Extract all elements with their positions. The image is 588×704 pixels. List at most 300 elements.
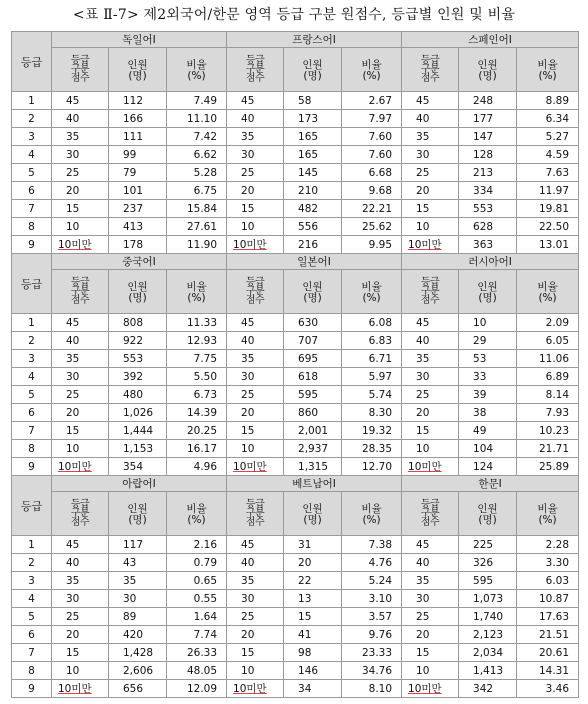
score-cell: 25 bbox=[52, 386, 109, 404]
score-cell: 10 bbox=[52, 662, 109, 680]
score-cell: 45 bbox=[227, 92, 284, 110]
ratio-cell: 6.34 bbox=[517, 110, 579, 128]
table-row bbox=[12, 662, 579, 680]
count-cell: 2,001 bbox=[284, 422, 342, 440]
score-cell: 10미만 bbox=[227, 236, 284, 254]
score-cell: 40 bbox=[52, 332, 109, 350]
grade-cell: 4 bbox=[12, 368, 52, 386]
count-cell: 34 bbox=[284, 680, 342, 698]
score-cell: 45 bbox=[227, 536, 284, 554]
ratio-cell: 0.55 bbox=[167, 590, 227, 608]
column-header-row bbox=[12, 270, 579, 314]
count-cell: 112 bbox=[109, 92, 167, 110]
score-cell: 10 bbox=[227, 662, 284, 680]
score-cell: 20 bbox=[227, 626, 284, 644]
grade-header: 등급 bbox=[12, 32, 52, 92]
table-row bbox=[12, 590, 579, 608]
column-header-count: 인원 (명) bbox=[284, 492, 342, 536]
score-cell: 30 bbox=[227, 368, 284, 386]
count-cell: 413 bbox=[109, 218, 167, 236]
table-title: <표 Ⅱ-7> 제2외국어/한문 영역 등급 구분 원점수, 등급별 인원 및 비율 bbox=[72, 7, 516, 23]
language-header-row bbox=[12, 254, 579, 270]
score-cell: 35 bbox=[402, 350, 459, 368]
ratio-cell: 7.60 bbox=[342, 146, 402, 164]
score-cell: 25 bbox=[402, 164, 459, 182]
table-row bbox=[12, 536, 579, 554]
count-cell: 33 bbox=[459, 368, 517, 386]
score-cell: 15 bbox=[227, 422, 284, 440]
count-cell: 1,153 bbox=[109, 440, 167, 458]
count-cell: 29 bbox=[459, 332, 517, 350]
score-cell: 25 bbox=[227, 608, 284, 626]
ratio-cell: 12.70 bbox=[342, 458, 402, 476]
language-header: 독일어Ⅰ bbox=[52, 32, 227, 48]
grade-cell: 1 bbox=[12, 314, 52, 332]
score-cell: 40 bbox=[52, 554, 109, 572]
language-header: 스페인어Ⅰ bbox=[402, 32, 579, 48]
ratio-cell: 28.35 bbox=[342, 440, 402, 458]
score-cell: 35 bbox=[227, 128, 284, 146]
count-cell: 1,315 bbox=[284, 458, 342, 476]
grade-cell: 4 bbox=[12, 590, 52, 608]
column-header-row bbox=[12, 48, 579, 92]
score-cell: 35 bbox=[227, 350, 284, 368]
ratio-cell: 25.62 bbox=[342, 218, 402, 236]
language-header: 중국어Ⅰ bbox=[52, 254, 227, 270]
ratio-cell: 27.61 bbox=[167, 218, 227, 236]
count-cell: 39 bbox=[459, 386, 517, 404]
table-row bbox=[12, 236, 579, 254]
table-row bbox=[12, 332, 579, 350]
count-cell: 58 bbox=[284, 92, 342, 110]
score-cell: 10미만 bbox=[227, 680, 284, 698]
grade-cell: 8 bbox=[12, 662, 52, 680]
count-cell: 20 bbox=[284, 554, 342, 572]
count-cell: 49 bbox=[459, 422, 517, 440]
ratio-cell: 5.28 bbox=[167, 164, 227, 182]
column-header-ratio: 비율 (%) bbox=[517, 492, 579, 536]
ratio-cell: 34.76 bbox=[342, 662, 402, 680]
count-cell: 334 bbox=[459, 182, 517, 200]
count-cell: 98 bbox=[284, 644, 342, 662]
column-header-score: 등급 구분 점수 bbox=[402, 492, 459, 536]
table-row bbox=[12, 200, 579, 218]
count-cell: 173 bbox=[284, 110, 342, 128]
count-cell: 630 bbox=[284, 314, 342, 332]
table-row bbox=[12, 554, 579, 572]
ratio-cell: 6.75 bbox=[167, 182, 227, 200]
table-row bbox=[12, 368, 579, 386]
score-cell: 15 bbox=[227, 200, 284, 218]
count-cell: 480 bbox=[109, 386, 167, 404]
column-header-score: 등급 구분 점수 bbox=[227, 48, 284, 92]
language-header: 일본어Ⅰ bbox=[227, 254, 402, 270]
count-cell: 111 bbox=[109, 128, 167, 146]
grade-cell: 5 bbox=[12, 386, 52, 404]
ratio-cell: 5.97 bbox=[342, 368, 402, 386]
ratio-cell: 5.74 bbox=[342, 386, 402, 404]
score-cell: 40 bbox=[227, 332, 284, 350]
score-cell: 30 bbox=[52, 146, 109, 164]
score-cell: 10미만 bbox=[402, 680, 459, 698]
language-header: 프랑스어Ⅰ bbox=[227, 32, 402, 48]
ratio-cell: 6.08 bbox=[342, 314, 402, 332]
count-cell: 1,740 bbox=[459, 608, 517, 626]
count-cell: 556 bbox=[284, 218, 342, 236]
ratio-cell: 7.38 bbox=[342, 536, 402, 554]
ratio-cell: 6.03 bbox=[517, 572, 579, 590]
ratio-cell: 20.61 bbox=[517, 644, 579, 662]
score-cell: 45 bbox=[52, 92, 109, 110]
table-row bbox=[12, 572, 579, 590]
language-header: 러시아어Ⅰ bbox=[402, 254, 579, 270]
ratio-cell: 7.93 bbox=[517, 404, 579, 422]
ratio-cell: 7.42 bbox=[167, 128, 227, 146]
ratio-cell: 3.57 bbox=[342, 608, 402, 626]
ratio-cell: 21.71 bbox=[517, 440, 579, 458]
count-cell: 177 bbox=[459, 110, 517, 128]
score-cell: 45 bbox=[52, 314, 109, 332]
ratio-cell: 9.68 bbox=[342, 182, 402, 200]
grade-cell: 9 bbox=[12, 458, 52, 476]
column-header-score: 등급 구분 점수 bbox=[52, 48, 109, 92]
grade-cell: 1 bbox=[12, 92, 52, 110]
score-cell: 20 bbox=[52, 626, 109, 644]
ratio-cell: 7.74 bbox=[167, 626, 227, 644]
language-header: 아랍어Ⅰ bbox=[52, 476, 227, 492]
table-row bbox=[12, 164, 579, 182]
score-cell: 25 bbox=[402, 386, 459, 404]
count-cell: 79 bbox=[109, 164, 167, 182]
score-cell: 25 bbox=[402, 608, 459, 626]
grade-cell: 2 bbox=[12, 110, 52, 128]
ratio-cell: 6.83 bbox=[342, 332, 402, 350]
count-cell: 213 bbox=[459, 164, 517, 182]
grade-cell: 6 bbox=[12, 404, 52, 422]
count-cell: 38 bbox=[459, 404, 517, 422]
count-cell: 342 bbox=[459, 680, 517, 698]
score-cell: 40 bbox=[227, 554, 284, 572]
count-cell: 248 bbox=[459, 92, 517, 110]
ratio-cell: 2.16 bbox=[167, 536, 227, 554]
count-cell: 124 bbox=[459, 458, 517, 476]
score-cell: 15 bbox=[402, 422, 459, 440]
score-cell: 10미만 bbox=[52, 458, 109, 476]
count-cell: 10 bbox=[459, 314, 517, 332]
table-row bbox=[12, 608, 579, 626]
count-cell: 13 bbox=[284, 590, 342, 608]
count-cell: 146 bbox=[284, 662, 342, 680]
count-cell: 31 bbox=[284, 536, 342, 554]
score-cell: 40 bbox=[402, 110, 459, 128]
ratio-cell: 1.64 bbox=[167, 608, 227, 626]
column-header-count: 인원 (명) bbox=[459, 48, 517, 92]
score-cell: 15 bbox=[52, 644, 109, 662]
score-cell: 10미만 bbox=[52, 680, 109, 698]
ratio-cell: 0.65 bbox=[167, 572, 227, 590]
column-header-ratio: 비율 (%) bbox=[517, 270, 579, 314]
ratio-cell: 8.10 bbox=[342, 680, 402, 698]
score-cell: 20 bbox=[402, 626, 459, 644]
count-cell: 922 bbox=[109, 332, 167, 350]
count-cell: 104 bbox=[459, 440, 517, 458]
count-cell: 595 bbox=[459, 572, 517, 590]
count-cell: 553 bbox=[459, 200, 517, 218]
count-cell: 2,034 bbox=[459, 644, 517, 662]
ratio-cell: 0.79 bbox=[167, 554, 227, 572]
ratio-cell: 26.33 bbox=[167, 644, 227, 662]
grade-cell: 7 bbox=[12, 644, 52, 662]
count-cell: 1,413 bbox=[459, 662, 517, 680]
score-cell: 20 bbox=[52, 182, 109, 200]
column-header-count: 인원 (명) bbox=[109, 270, 167, 314]
ratio-cell: 11.33 bbox=[167, 314, 227, 332]
ratio-cell: 7.60 bbox=[342, 128, 402, 146]
ratio-cell: 11.97 bbox=[517, 182, 579, 200]
ratio-cell: 3.10 bbox=[342, 590, 402, 608]
ratio-cell: 2.67 bbox=[342, 92, 402, 110]
score-cell: 10미만 bbox=[402, 236, 459, 254]
grade-score-table bbox=[11, 31, 579, 698]
column-header-count: 인원 (명) bbox=[284, 270, 342, 314]
score-cell: 15 bbox=[52, 200, 109, 218]
grade-cell: 9 bbox=[12, 236, 52, 254]
ratio-cell: 12.09 bbox=[167, 680, 227, 698]
score-cell: 35 bbox=[402, 128, 459, 146]
ratio-cell: 11.06 bbox=[517, 350, 579, 368]
ratio-cell: 11.10 bbox=[167, 110, 227, 128]
ratio-cell: 5.50 bbox=[167, 368, 227, 386]
score-cell: 10미만 bbox=[52, 236, 109, 254]
score-cell: 45 bbox=[227, 314, 284, 332]
column-header-count: 인원 (명) bbox=[459, 270, 517, 314]
score-cell: 15 bbox=[402, 644, 459, 662]
count-cell: 482 bbox=[284, 200, 342, 218]
score-cell: 45 bbox=[402, 536, 459, 554]
count-cell: 216 bbox=[284, 236, 342, 254]
ratio-cell: 7.97 bbox=[342, 110, 402, 128]
ratio-cell: 4.59 bbox=[517, 146, 579, 164]
score-cell: 10 bbox=[52, 218, 109, 236]
table-row bbox=[12, 422, 579, 440]
ratio-cell: 9.95 bbox=[342, 236, 402, 254]
ratio-cell: 7.63 bbox=[517, 164, 579, 182]
count-cell: 225 bbox=[459, 536, 517, 554]
score-cell: 40 bbox=[402, 332, 459, 350]
count-cell: 656 bbox=[109, 680, 167, 698]
count-cell: 43 bbox=[109, 554, 167, 572]
count-cell: 618 bbox=[284, 368, 342, 386]
count-cell: 695 bbox=[284, 350, 342, 368]
count-cell: 145 bbox=[284, 164, 342, 182]
score-cell: 25 bbox=[227, 164, 284, 182]
column-header-score: 등급 구분 점수 bbox=[52, 270, 109, 314]
table-row bbox=[12, 386, 579, 404]
ratio-cell: 22.21 bbox=[342, 200, 402, 218]
score-cell: 10 bbox=[402, 440, 459, 458]
ratio-cell: 19.81 bbox=[517, 200, 579, 218]
column-header-count: 인원 (명) bbox=[109, 492, 167, 536]
table-row bbox=[12, 110, 579, 128]
score-cell: 40 bbox=[52, 110, 109, 128]
grade-cell: 6 bbox=[12, 626, 52, 644]
score-cell: 20 bbox=[402, 182, 459, 200]
language-header: 베트남어Ⅰ bbox=[227, 476, 402, 492]
language-header: 한문Ⅰ bbox=[402, 476, 579, 492]
column-header-ratio: 비율 (%) bbox=[342, 48, 402, 92]
score-cell: 20 bbox=[402, 404, 459, 422]
table-row bbox=[12, 458, 579, 476]
table-row bbox=[12, 626, 579, 644]
score-cell: 35 bbox=[52, 572, 109, 590]
score-cell: 40 bbox=[402, 554, 459, 572]
ratio-cell: 6.62 bbox=[167, 146, 227, 164]
count-cell: 2,606 bbox=[109, 662, 167, 680]
table-row bbox=[12, 92, 579, 110]
score-cell: 30 bbox=[402, 368, 459, 386]
column-header-ratio: 비율 (%) bbox=[167, 48, 227, 92]
count-cell: 41 bbox=[284, 626, 342, 644]
column-header-ratio: 비율 (%) bbox=[342, 270, 402, 314]
count-cell: 420 bbox=[109, 626, 167, 644]
grade-header: 등급 bbox=[12, 476, 52, 536]
column-header-ratio: 비율 (%) bbox=[517, 48, 579, 92]
column-header-score: 등급 구분 점수 bbox=[402, 270, 459, 314]
ratio-cell: 16.17 bbox=[167, 440, 227, 458]
score-cell: 10 bbox=[402, 218, 459, 236]
count-cell: 117 bbox=[109, 536, 167, 554]
ratio-cell: 12.93 bbox=[167, 332, 227, 350]
score-cell: 40 bbox=[227, 110, 284, 128]
score-cell: 20 bbox=[227, 182, 284, 200]
count-cell: 101 bbox=[109, 182, 167, 200]
ratio-cell: 20.25 bbox=[167, 422, 227, 440]
count-cell: 147 bbox=[459, 128, 517, 146]
count-cell: 165 bbox=[284, 146, 342, 164]
table-row bbox=[12, 146, 579, 164]
count-cell: 326 bbox=[459, 554, 517, 572]
grade-cell: 3 bbox=[12, 350, 52, 368]
score-cell: 45 bbox=[402, 314, 459, 332]
ratio-cell: 2.28 bbox=[517, 536, 579, 554]
ratio-cell: 3.30 bbox=[517, 554, 579, 572]
table-row bbox=[12, 680, 579, 698]
grade-cell: 3 bbox=[12, 128, 52, 146]
ratio-cell: 5.27 bbox=[517, 128, 579, 146]
grade-cell: 9 bbox=[12, 680, 52, 698]
ratio-cell: 14.31 bbox=[517, 662, 579, 680]
ratio-cell: 5.24 bbox=[342, 572, 402, 590]
table-row bbox=[12, 350, 579, 368]
score-cell: 35 bbox=[227, 572, 284, 590]
ratio-cell: 15.84 bbox=[167, 200, 227, 218]
count-cell: 363 bbox=[459, 236, 517, 254]
score-cell: 25 bbox=[227, 386, 284, 404]
ratio-cell: 8.30 bbox=[342, 404, 402, 422]
column-header-score: 등급 구분 점수 bbox=[227, 270, 284, 314]
score-cell: 10 bbox=[402, 662, 459, 680]
ratio-cell: 7.49 bbox=[167, 92, 227, 110]
score-cell: 20 bbox=[52, 404, 109, 422]
count-cell: 30 bbox=[109, 590, 167, 608]
column-header-count: 인원 (명) bbox=[109, 48, 167, 92]
ratio-cell: 6.89 bbox=[517, 368, 579, 386]
count-cell: 1,428 bbox=[109, 644, 167, 662]
table-row bbox=[12, 440, 579, 458]
score-cell: 15 bbox=[227, 644, 284, 662]
ratio-cell: 23.33 bbox=[342, 644, 402, 662]
score-cell: 25 bbox=[52, 164, 109, 182]
count-cell: 15 bbox=[284, 608, 342, 626]
column-header-count: 인원 (명) bbox=[459, 492, 517, 536]
count-cell: 89 bbox=[109, 608, 167, 626]
language-header-row bbox=[12, 476, 579, 492]
count-cell: 595 bbox=[284, 386, 342, 404]
count-cell: 354 bbox=[109, 458, 167, 476]
table-row bbox=[12, 218, 579, 236]
ratio-cell: 14.39 bbox=[167, 404, 227, 422]
score-cell: 10 bbox=[52, 440, 109, 458]
count-cell: 860 bbox=[284, 404, 342, 422]
count-cell: 1,444 bbox=[109, 422, 167, 440]
score-cell: 30 bbox=[402, 146, 459, 164]
table-row bbox=[12, 404, 579, 422]
score-cell: 35 bbox=[52, 128, 109, 146]
grade-cell: 1 bbox=[12, 536, 52, 554]
grade-cell: 5 bbox=[12, 164, 52, 182]
count-cell: 2,937 bbox=[284, 440, 342, 458]
column-header-score: 등급 구분 점수 bbox=[402, 48, 459, 92]
grade-cell: 8 bbox=[12, 440, 52, 458]
column-header-ratio: 비율 (%) bbox=[342, 492, 402, 536]
score-cell: 10 bbox=[227, 218, 284, 236]
score-cell: 10미만 bbox=[227, 458, 284, 476]
ratio-cell: 22.50 bbox=[517, 218, 579, 236]
score-cell: 10 bbox=[227, 440, 284, 458]
count-cell: 166 bbox=[109, 110, 167, 128]
language-header-row bbox=[12, 32, 579, 48]
ratio-cell: 7.75 bbox=[167, 350, 227, 368]
column-header-score: 등급 구분 점수 bbox=[227, 492, 284, 536]
table-row bbox=[12, 128, 579, 146]
table-row bbox=[12, 314, 579, 332]
grade-cell: 7 bbox=[12, 200, 52, 218]
score-cell: 30 bbox=[402, 590, 459, 608]
ratio-cell: 4.96 bbox=[167, 458, 227, 476]
score-cell: 30 bbox=[227, 590, 284, 608]
column-header-count: 인원 (명) bbox=[284, 48, 342, 92]
grade-cell: 2 bbox=[12, 554, 52, 572]
ratio-cell: 21.51 bbox=[517, 626, 579, 644]
grade-cell: 4 bbox=[12, 146, 52, 164]
column-header-ratio: 비율 (%) bbox=[167, 270, 227, 314]
count-cell: 1,073 bbox=[459, 590, 517, 608]
grade-cell: 3 bbox=[12, 572, 52, 590]
count-cell: 165 bbox=[284, 128, 342, 146]
ratio-cell: 6.05 bbox=[517, 332, 579, 350]
score-cell: 15 bbox=[52, 422, 109, 440]
count-cell: 99 bbox=[109, 146, 167, 164]
ratio-cell: 9.76 bbox=[342, 626, 402, 644]
ratio-cell: 48.05 bbox=[167, 662, 227, 680]
column-header-score: 등급 구분 점수 bbox=[52, 492, 109, 536]
ratio-cell: 6.73 bbox=[167, 386, 227, 404]
count-cell: 1,026 bbox=[109, 404, 167, 422]
score-cell: 25 bbox=[52, 608, 109, 626]
grade-cell: 8 bbox=[12, 218, 52, 236]
ratio-cell: 8.14 bbox=[517, 386, 579, 404]
count-cell: 128 bbox=[459, 146, 517, 164]
